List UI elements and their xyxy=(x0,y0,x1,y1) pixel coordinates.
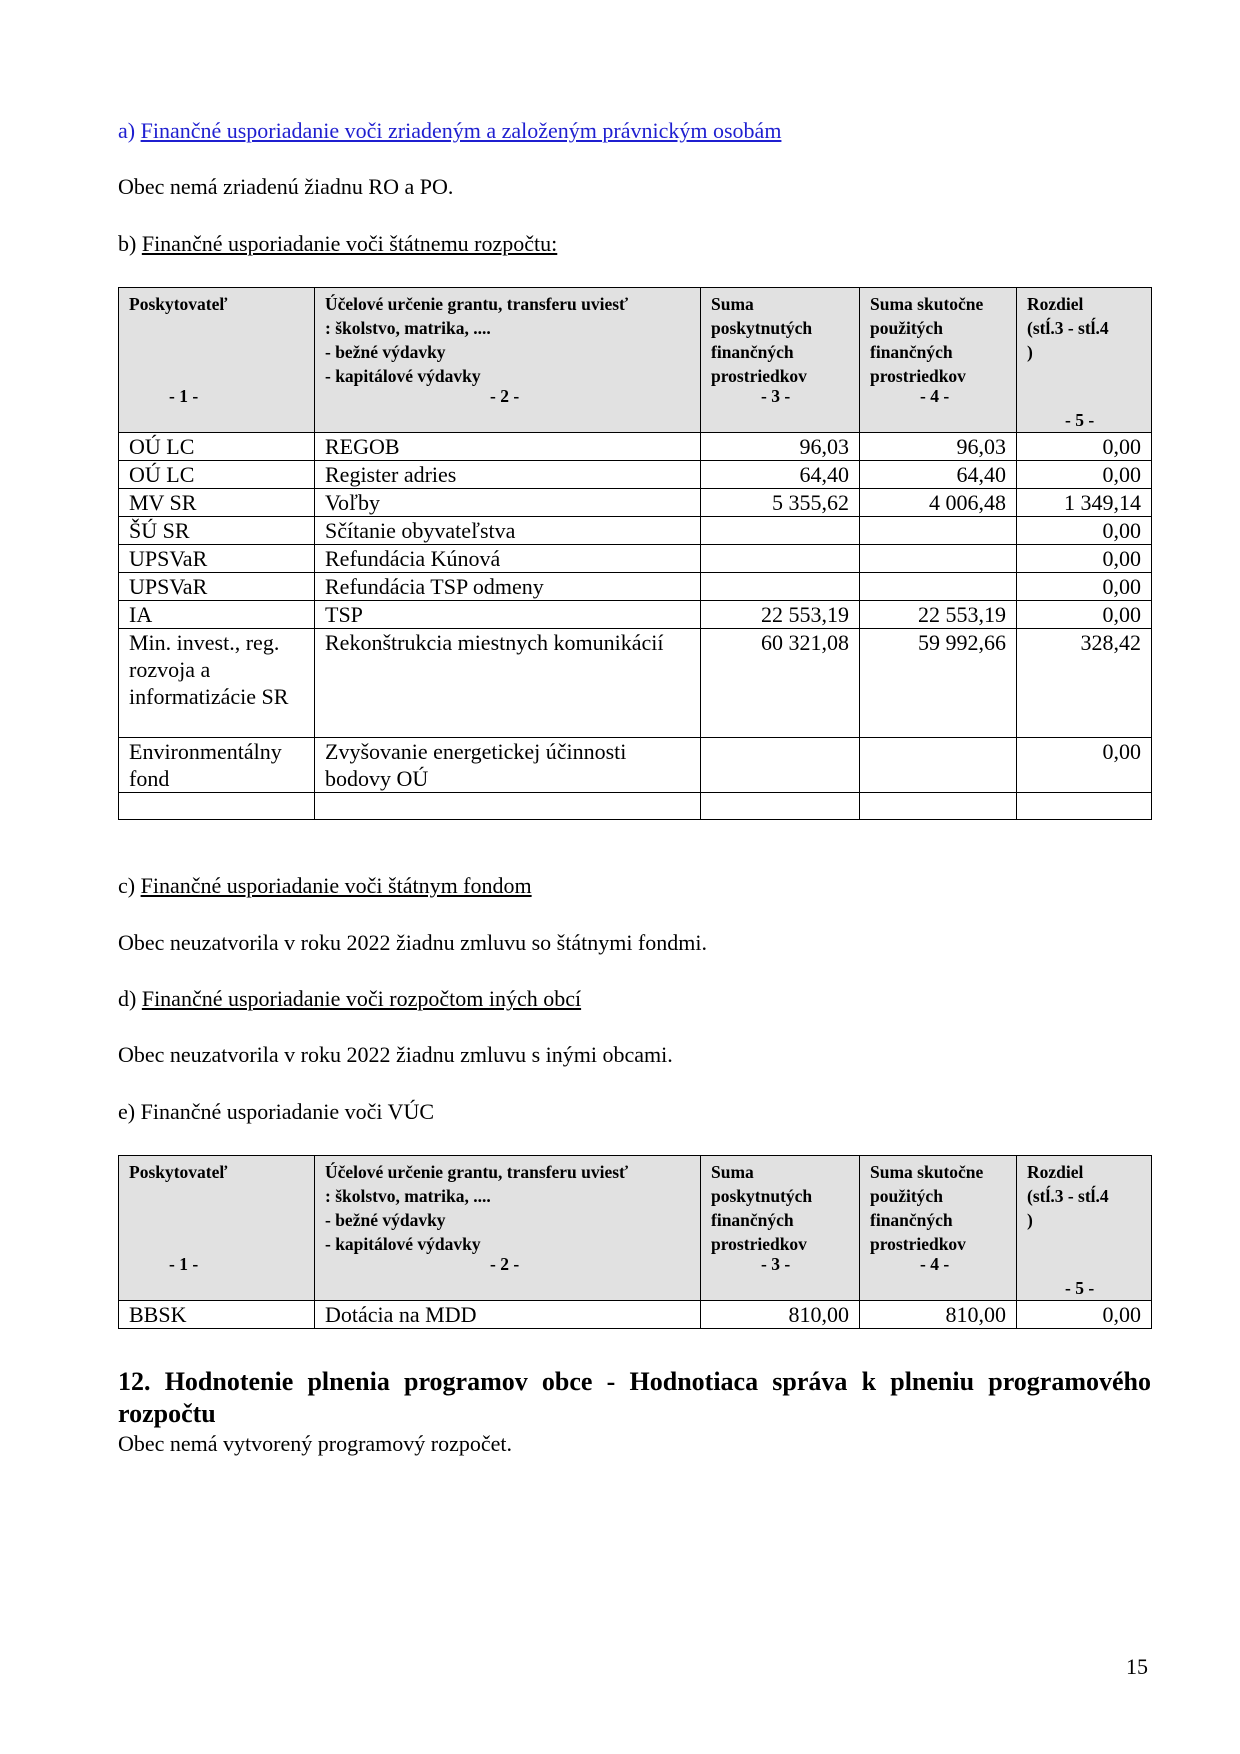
cell-empty xyxy=(701,793,860,820)
header-provider xyxy=(119,1156,315,1301)
header-used xyxy=(860,288,1017,433)
section-d-text: Obec neuzatvorila v roku 2022 žiadnu zmluvu s inými obcami. xyxy=(118,1042,673,1067)
cell-used: 22 553,19 xyxy=(860,601,1017,629)
cell-empty xyxy=(315,793,701,820)
section-e-heading: e) Finančné usporiadanie voči VÚC xyxy=(118,1099,435,1124)
cell-provider: Environmentálny fond xyxy=(119,738,315,793)
header-provided-label: Suma poskytnutých finančných prostriedkov xyxy=(711,1162,813,1254)
header-provided xyxy=(701,1156,860,1301)
cell-provided xyxy=(701,517,860,545)
cell-diff: 0,00 xyxy=(1017,461,1152,489)
cell-provided: 5 355,62 xyxy=(701,489,860,517)
header-purpose-label: Účelové určenie grantu, transferu uviesť : školstvo, matrika, .... - bežné výdavky - kapitálové výdavky xyxy=(325,294,629,386)
header-provided-number: - 3 - xyxy=(761,1254,791,1274)
header-diff-label: Rozdiel (stĺ.3 - stĺ.4 ) xyxy=(1027,294,1109,362)
cell-diff: 0,00 xyxy=(1017,1301,1152,1329)
cell-empty xyxy=(1017,793,1152,820)
header-used xyxy=(860,1156,1017,1301)
header-provider-number: - 1 - xyxy=(169,1254,199,1274)
table-row xyxy=(119,517,1152,545)
section-c-text: Obec neuzatvorila v roku 2022 žiadnu zmluvu so štátnymi fondmi. xyxy=(118,930,707,955)
cell-purpose: Zvyšovanie energetickej účinnosti bodovy OÚ xyxy=(315,738,701,793)
cell-provider: IA xyxy=(119,601,315,629)
cell-provided: 22 553,19 xyxy=(701,601,860,629)
cell-provider: OÚ LC xyxy=(119,461,315,489)
header-used-number: - 4 - xyxy=(920,386,950,406)
header-provider-label: Poskytovateľ xyxy=(129,294,228,314)
header-diff xyxy=(1017,288,1152,433)
cell-purpose: Sčítanie obyvateľstva xyxy=(315,517,701,545)
cell-provider: MV SR xyxy=(119,489,315,517)
cell-provided: 96,03 xyxy=(701,433,860,461)
table-row xyxy=(119,601,1152,629)
header-purpose-label: Účelové určenie grantu, transferu uviesť : školstvo, matrika, .... - bežné výdavky - kapitálové výdavky xyxy=(325,1162,629,1254)
cell-provider: UPSVaR xyxy=(119,573,315,601)
header-used-label: Suma skutočne použitých finančných prostriedkov xyxy=(870,1162,984,1254)
cell-used: 96,03 xyxy=(860,433,1017,461)
table-row xyxy=(119,461,1152,489)
section-d-heading xyxy=(118,986,1150,1012)
cell-diff: 0,00 xyxy=(1017,433,1152,461)
section-d-marker: d) xyxy=(118,986,137,1011)
section-a-text: Obec nemá zriadenú žiadnu RO a PO. xyxy=(118,174,454,199)
cell-purpose: Refundácia TSP odmeny xyxy=(315,573,701,601)
cell-used xyxy=(860,573,1017,601)
header-purpose-number: - 2 - xyxy=(490,1254,520,1274)
table-header-row xyxy=(119,288,1152,433)
section-b-marker: b) xyxy=(118,231,137,256)
cell-diff: 0,00 xyxy=(1017,601,1152,629)
cell-provider: BBSK xyxy=(119,1301,315,1329)
cell-used xyxy=(860,738,1017,793)
cell-empty xyxy=(119,793,315,820)
header-used-label: Suma skutočne použitých finančných prostriedkov xyxy=(870,294,984,386)
section-a-title-link[interactable]: Finančné usporiadanie voči zriadeným a založeným právnickým osobám xyxy=(140,118,782,143)
section-d-title: Finančné usporiadanie voči rozpočtom iných obcí xyxy=(141,986,582,1011)
table-row-empty xyxy=(119,793,1152,820)
cell-provided xyxy=(701,738,860,793)
table-row xyxy=(119,433,1152,461)
table-row xyxy=(119,629,1152,738)
section-c-heading xyxy=(118,873,1150,899)
cell-used: 59 992,66 xyxy=(860,629,1017,738)
cell-purpose: Refundácia Kúnová xyxy=(315,545,701,573)
cell-purpose: Rekonštrukcia miestnych komunikácií xyxy=(315,629,701,738)
header-provided xyxy=(701,288,860,433)
cell-provider: OÚ LC xyxy=(119,433,315,461)
cell-provider: Min. invest., reg. rozvoja a informatizácie SR xyxy=(119,629,315,738)
header-provided-label: Suma poskytnutých finančných prostriedkov xyxy=(711,294,813,386)
header-provider xyxy=(119,288,315,433)
cell-provided xyxy=(701,545,860,573)
table-row xyxy=(119,1301,1152,1329)
section-a-marker: a) xyxy=(118,118,136,143)
table-row xyxy=(119,545,1152,573)
cell-provided xyxy=(701,573,860,601)
cell-used: 4 006,48 xyxy=(860,489,1017,517)
cell-used: 64,40 xyxy=(860,461,1017,489)
cell-purpose: Dotácia na MDD xyxy=(315,1301,701,1329)
section-a-heading xyxy=(118,118,1150,144)
section-b-title: Finančné usporiadanie voči štátnemu rozpočtu: xyxy=(141,231,558,256)
cell-used xyxy=(860,545,1017,573)
cell-provider: ŠÚ SR xyxy=(119,517,315,545)
header-diff-number: - 5 - xyxy=(1065,410,1095,430)
cell-used xyxy=(860,517,1017,545)
header-purpose xyxy=(315,1156,701,1301)
cell-purpose: Register adries xyxy=(315,461,701,489)
cell-purpose: REGOB xyxy=(315,433,701,461)
section-c-title: Finančné usporiadanie voči štátnym fondom xyxy=(140,873,532,898)
table-row xyxy=(119,573,1152,601)
header-diff-label: Rozdiel (stĺ.3 - stĺ.4 ) xyxy=(1027,1162,1109,1230)
table-row xyxy=(119,489,1152,517)
cell-purpose: TSP xyxy=(315,601,701,629)
cell-provided: 60 321,08 xyxy=(701,629,860,738)
header-provided-number: - 3 - xyxy=(761,386,791,406)
cell-diff: 0,00 xyxy=(1017,573,1152,601)
cell-provided: 64,40 xyxy=(701,461,860,489)
cell-diff: 1 349,14 xyxy=(1017,489,1152,517)
cell-used: 810,00 xyxy=(860,1301,1017,1329)
header-provider-label: Poskytovateľ xyxy=(129,1162,228,1182)
chapter-text: Obec nemá vytvorený programový rozpočet. xyxy=(118,1431,513,1456)
cell-empty xyxy=(860,793,1017,820)
chapter-heading: 12. Hodnotenie plnenia programov obce - Hodnotiaca správa k plneniu programového rozpočtu xyxy=(118,1367,1151,1428)
cell-provided: 810,00 xyxy=(701,1301,860,1329)
cell-diff: 328,42 xyxy=(1017,629,1152,738)
header-diff xyxy=(1017,1156,1152,1301)
header-purpose-number: - 2 - xyxy=(490,386,520,406)
cell-diff: 0,00 xyxy=(1017,738,1152,793)
cell-provider: UPSVaR xyxy=(119,545,315,573)
cell-diff: 0,00 xyxy=(1017,517,1152,545)
section-b-heading xyxy=(118,231,1150,257)
state-budget-table xyxy=(118,287,1152,820)
page-number: 15 xyxy=(1126,1654,1148,1679)
cell-diff: 0,00 xyxy=(1017,545,1152,573)
header-purpose xyxy=(315,288,701,433)
header-diff-number: - 5 - xyxy=(1065,1278,1095,1298)
cell-purpose: Voľby xyxy=(315,489,701,517)
table-row xyxy=(119,738,1152,793)
section-c-marker: c) xyxy=(118,873,136,898)
table-header-row xyxy=(119,1156,1152,1301)
vuc-table xyxy=(118,1155,1152,1329)
header-provider-number: - 1 - xyxy=(169,386,199,406)
header-used-number: - 4 - xyxy=(920,1254,950,1274)
